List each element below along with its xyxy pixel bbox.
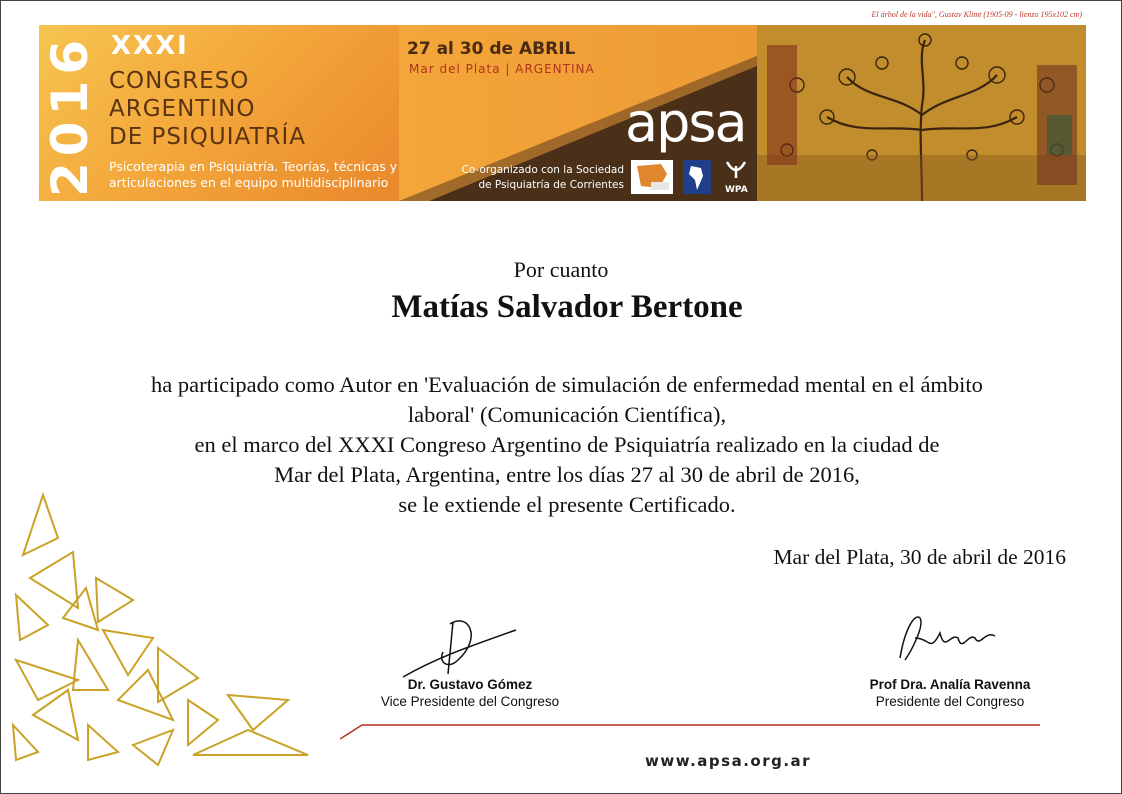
decorative-triangles: [8, 490, 318, 770]
congress-title-line: DE PSIQUIATRÍA: [109, 124, 307, 150]
congress-edition: XXXI: [111, 31, 189, 61]
congress-title-line: CONGRESO: [109, 68, 250, 94]
signatory-role: Vice Presidente del Congreso: [380, 694, 560, 709]
signatory-name: Dr. Gustavo Gómez: [407, 677, 533, 692]
wpa-logo: [723, 160, 749, 180]
apal-logo: [683, 160, 711, 194]
body-line: laboral' (Comunicación Científica),: [407, 402, 727, 427]
signature-block-vice-president: [360, 677, 580, 709]
painting-caption: El árbol de la vida", Gustav Klimt (1905-09 - lienzo 195x102 cm): [871, 10, 1082, 19]
wpa-label: WPA: [725, 185, 748, 195]
body-line: Mar del Plata, Argentina, entre los días 27 al 30 de abril de 2016,: [274, 462, 860, 487]
coorganized-line: Co-organizado con la Sociedad: [461, 164, 624, 176]
congress-year: 2016: [41, 33, 99, 197]
signatory-name: Prof Dra. Analía Ravenna: [869, 677, 1031, 692]
congress-place: Mar del Plata | ARGENTINA: [409, 62, 595, 76]
congress-title-line: ARGENTINO: [109, 96, 256, 122]
signatory-role: Presidente del Congreso: [875, 694, 1025, 709]
signature-block-president: [840, 677, 1060, 709]
congress-banner: [39, 25, 1086, 201]
tree-of-life-painting: [757, 25, 1086, 201]
congress-theme-line: Psicoterapia en Psiquiatría. Teorías, técnicas y: [109, 159, 398, 174]
certificate-intro: Por cuanto: [513, 257, 609, 282]
footer-accent-line: [340, 722, 1060, 740]
coorganized-line: de Psiquiatría de Corrientes: [478, 179, 624, 191]
apsa-logo: apsa: [625, 91, 746, 154]
recipient-name: Matías Salvador Bertone: [391, 289, 743, 325]
corrientes-society-logo: [631, 160, 673, 194]
congress-theme: [109, 159, 419, 191]
body-line: en el marco del XXXI Congreso Argentino de Psiquiatría realizado en la ciudad de: [194, 432, 940, 457]
footer-url: www.apsa.org.ar: [645, 752, 812, 770]
congress-title: [109, 67, 306, 151]
body-line: ha participado como Autor en 'Evaluación de simulación de enfermedad mental en el ámbito: [151, 372, 983, 397]
congress-theme-line: articulaciones en el equipo multidisciplinario: [109, 175, 389, 190]
signature-gomez: [398, 612, 523, 682]
body-line: se le extiende el presente Certificado.: [398, 492, 736, 517]
congress-dates: 27 al 30 de ABRIL: [407, 39, 576, 59]
signature-ravenna: [890, 608, 1010, 668]
place-date: Mar del Plata, 30 de abril de 2016: [773, 545, 1066, 569]
coorganized-text: [454, 163, 624, 193]
